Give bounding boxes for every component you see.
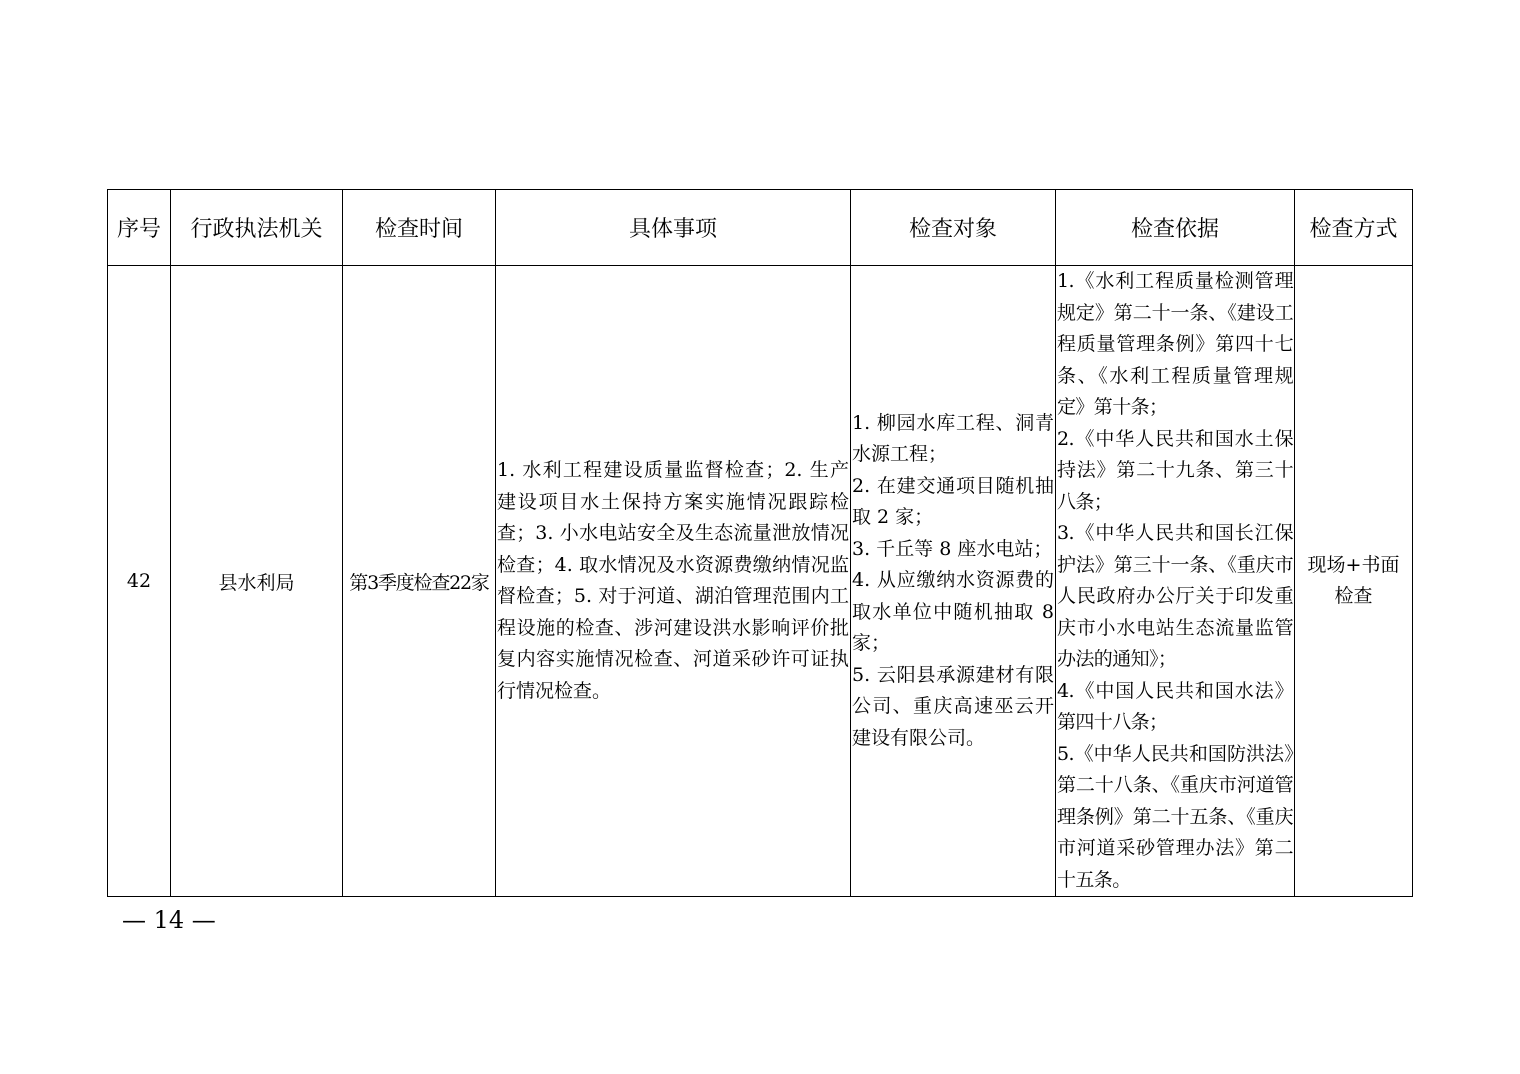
items-text: 1. 水利工程建设质量监督检查；2. 生产建设项目水土保持方案实施情况跟踪检查；3. 小水电站安全及生态流量泄放情况检查；4. 取水情况及水资源费缴纳情况监督检查；5. 对于河道、湖泊管理范围内工程设施的检查、涉河建设洪水影响评价批复内容实施情况检查、河道采砂许可证执行情况检查。 — [497, 459, 849, 702]
basis-item: 3.《中华人民共和国长江保护法》第三十一条、《重庆市人民政府办公厅关于印发重庆市小水电站生态流量监管办法的通知》； — [1057, 522, 1293, 670]
method-line: 检查 — [1334, 585, 1373, 607]
header-items: 具体事项 — [496, 190, 851, 266]
target-item: 5. 云阳县承源建材有限公司、重庆高速巫云开建设有限公司。 — [852, 663, 1054, 749]
target-item: 1. 柳园水库工程、洞青水源工程； — [852, 411, 1054, 466]
target-item: 4. 从应缴纳水资源费的取水单位中随机抽取 8 家； — [852, 569, 1054, 655]
inspection-table — [107, 189, 1413, 897]
basis-item: 2.《中华人民共和国水土保持法》第二十九条、第三十八条； — [1057, 427, 1293, 513]
header-basis: 检查依据 — [1056, 190, 1295, 266]
basis-item: 1.《水利工程质量检测管理规定》第二十一条、《建设工程质量管理条例》第四十七条、《水利工程质量管理规定》第十条； — [1057, 270, 1293, 418]
method-line: 现场+书面 — [1307, 554, 1400, 576]
target-item: 3. 千丘等 8 座水电站； — [852, 537, 1053, 560]
basis-item: 4.《中国人民共和国水法》第四十八条； — [1057, 679, 1293, 733]
header-agency: 行政执法机关 — [171, 190, 343, 266]
cell-agency: 县水利局 — [171, 266, 343, 897]
cell-method — [1295, 266, 1413, 897]
target-item: 2. 在建交通项目随机抽取 2 家； — [852, 474, 1054, 529]
cell-basis — [1056, 266, 1295, 897]
header-row — [108, 190, 1413, 266]
header-seq: 序号 — [108, 190, 171, 266]
cell-items — [496, 266, 851, 897]
cell-time: 第3季度检查22家 — [343, 266, 496, 897]
basis-list — [1056, 266, 1294, 896]
cell-targets — [851, 266, 1056, 897]
table-row — [108, 266, 1413, 897]
cell-seq: 42 — [108, 266, 171, 897]
method-text — [1295, 550, 1412, 612]
basis-item: 5.《中华人民共和国防洪法》第二十八条、《重庆市河道管理条例》第二十五条、《重庆市河道采砂管理办法》第二十五条。 — [1057, 742, 1293, 891]
header-time: 检查时间 — [343, 190, 496, 266]
page-number: — 14 — — [122, 906, 216, 934]
header-targets: 检查对象 — [851, 190, 1056, 266]
header-method: 检查方式 — [1295, 190, 1413, 266]
targets-list — [851, 408, 1055, 755]
